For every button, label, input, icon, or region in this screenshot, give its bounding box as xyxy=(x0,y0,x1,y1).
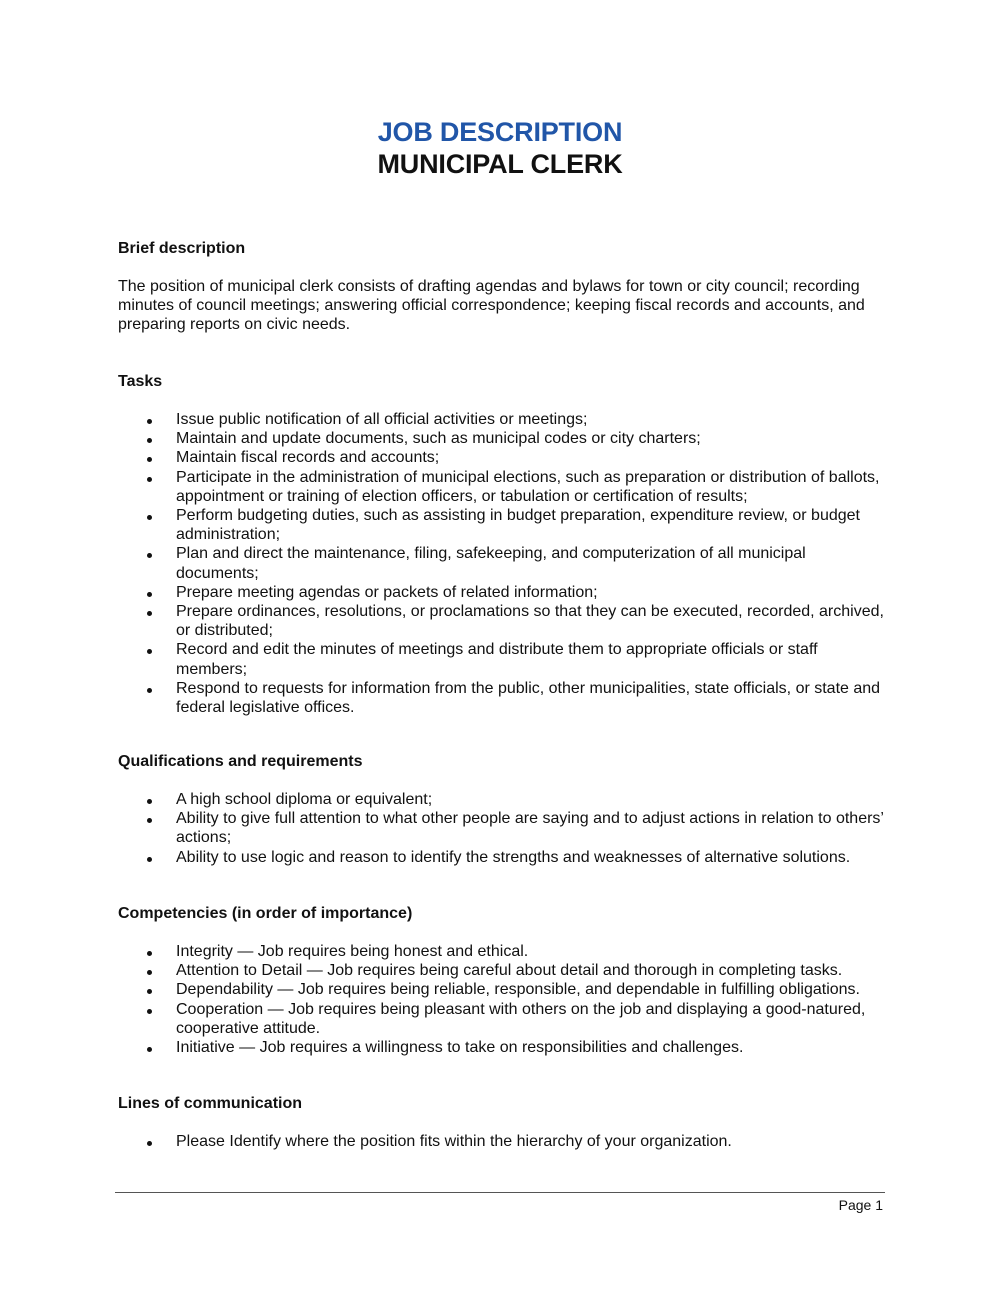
list-item: Maintain fiscal records and accounts; xyxy=(118,448,886,467)
job-title: MUNICIPAL CLERK xyxy=(377,149,623,179)
page-number: Page 1 xyxy=(838,1197,883,1213)
list-item: Participate in the administration of municipal elections, such as preparation or distribution of ballots, appointment or training of election officers, or tabulation or certification of results; xyxy=(118,468,886,506)
section-heading: Qualifications and requirements xyxy=(118,753,363,770)
bullet-icon xyxy=(147,419,152,424)
list-item: Cooperation — Job requires being pleasant with others on the job and displaying a good-natured, cooperative attitude. xyxy=(118,1000,886,1038)
list-item: Ability to use logic and reason to identify the strengths and weaknesses of alternative solutions. xyxy=(118,848,886,867)
list-item: Respond to requests for information from the public, other municipalities, state officials, or state and federal legislative offices. xyxy=(118,679,886,717)
bullet-icon xyxy=(147,477,152,482)
bullet-icon xyxy=(147,457,152,462)
section-lines-of-communication xyxy=(118,1094,898,1151)
competencies-list xyxy=(118,942,898,1057)
bullet-icon xyxy=(147,553,152,558)
bullet-icon xyxy=(147,951,152,956)
list-item: Prepare meeting agendas or packets of related information; xyxy=(118,583,886,602)
bullet-icon xyxy=(147,649,152,654)
bullet-icon xyxy=(147,592,152,597)
section-competencies xyxy=(118,904,898,1057)
section-heading: Competencies (in order of importance) xyxy=(118,905,413,922)
document-title-block xyxy=(0,116,1000,180)
footer-divider xyxy=(115,1192,885,1193)
list-item: Please Identify where the position fits within the hierarchy of your organization. xyxy=(118,1132,886,1151)
list-item: Ability to give full attention to what other people are saying and to adjust actions in relation to others’ actions; xyxy=(118,809,886,847)
section-brief-description xyxy=(118,239,898,335)
bullet-icon xyxy=(147,857,152,862)
list-item: Maintain and update documents, such as municipal codes or city charters; xyxy=(118,429,886,448)
bullet-icon xyxy=(147,818,152,823)
bullet-icon xyxy=(147,688,152,693)
bullet-icon xyxy=(147,1141,152,1146)
list-item: Perform budgeting duties, such as assisting in budget preparation, expenditure review, or budget administration; xyxy=(118,506,886,544)
bullet-icon xyxy=(147,1009,152,1014)
tasks-list xyxy=(118,410,898,717)
bullet-icon xyxy=(147,438,152,443)
list-item: Initiative — Job requires a willingness to take on responsibilities and challenges. xyxy=(118,1038,886,1057)
bullet-icon xyxy=(147,799,152,804)
bullet-icon xyxy=(147,611,152,616)
section-heading: Lines of communication xyxy=(118,1095,303,1112)
list-item: Prepare ordinances, resolutions, or proclamations so that they can be executed, recorded, archived, or distributed; xyxy=(118,602,886,640)
list-item: Integrity — Job requires being honest and ethical. xyxy=(118,942,886,961)
section-tasks xyxy=(118,372,898,717)
list-item: Attention to Detail — Job requires being careful about detail and thorough in completing tasks. xyxy=(118,961,886,980)
bullet-icon xyxy=(147,1047,152,1052)
document-title: JOB DESCRIPTION xyxy=(377,117,623,147)
list-item: A high school diploma or equivalent; xyxy=(118,790,886,809)
section-heading: Brief description xyxy=(118,240,246,257)
section-qualifications xyxy=(118,752,898,867)
section-heading: Tasks xyxy=(118,373,163,390)
bullet-icon xyxy=(147,970,152,975)
brief-description-text: The position of municipal clerk consists of drafting agendas and bylaws for town or city council; recording minutes of council meetings; answering official correspondence; keeping fiscal records and accounts, and preparing reports on civic needs. xyxy=(118,278,865,334)
qualifications-list xyxy=(118,790,898,867)
list-item: Issue public notification of all official activities or meetings; xyxy=(118,410,886,429)
communication-list xyxy=(118,1132,898,1151)
list-item: Plan and direct the maintenance, filing, safekeeping, and computerization of all municipal documents; xyxy=(118,544,886,582)
bullet-icon xyxy=(147,989,152,994)
list-item: Dependability — Job requires being reliable, responsible, and dependable in fulfilling obligations. xyxy=(118,980,886,999)
list-item: Record and edit the minutes of meetings and distribute them to appropriate officials or staff members; xyxy=(118,640,886,678)
bullet-icon xyxy=(147,515,152,520)
